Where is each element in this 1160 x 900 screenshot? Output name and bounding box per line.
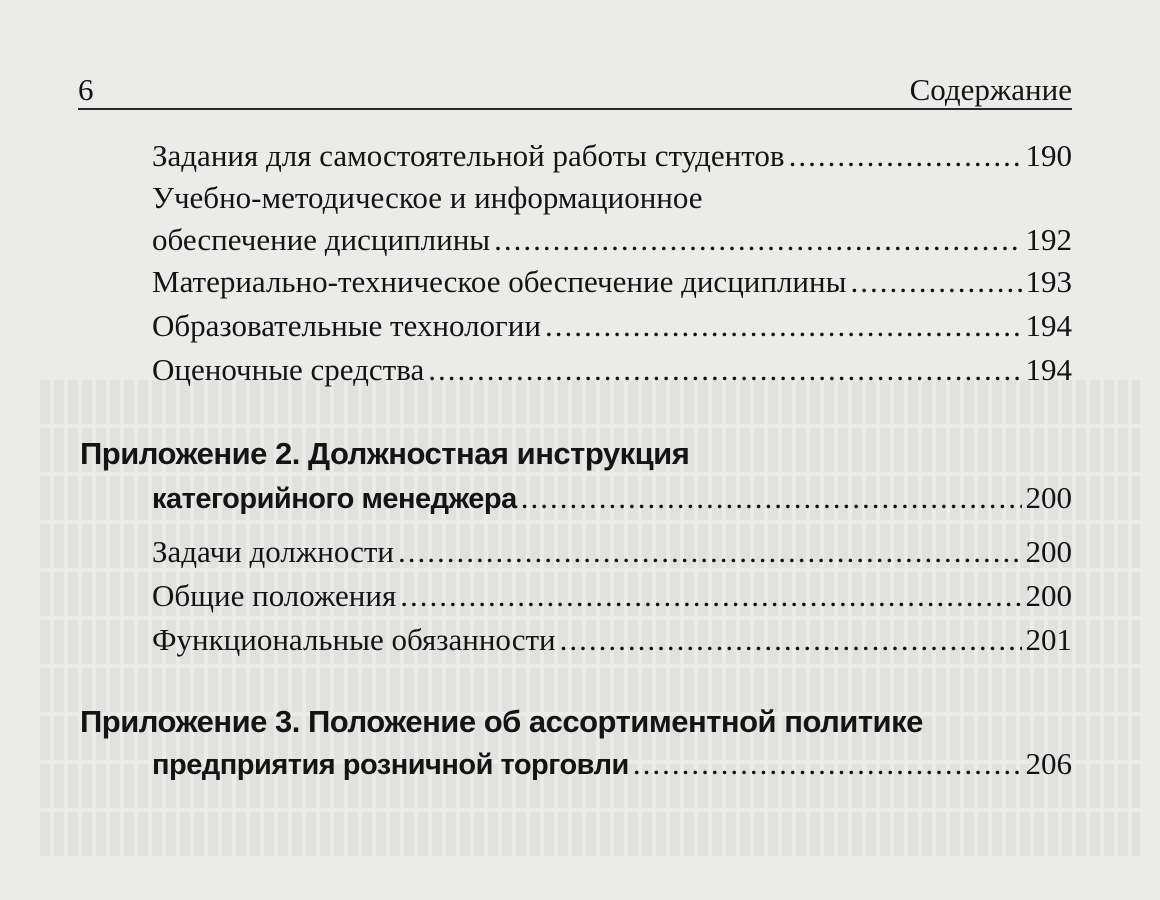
toc-entry[interactable] — [152, 574, 1072, 618]
header-rule — [78, 108, 1072, 110]
toc-leader-dots — [545, 304, 1022, 348]
toc-entry[interactable] — [152, 218, 1072, 262]
toc-leader-dots — [633, 742, 1022, 786]
toc-leader-dots — [400, 574, 1021, 618]
toc-entry-title: Функциональные обязанности — [152, 622, 556, 657]
toc-entry-page: 200 — [1025, 534, 1072, 569]
toc-leader-dots — [850, 260, 1021, 304]
toc-leader-dots — [521, 476, 1022, 520]
toc-entry-page: 194 — [1025, 352, 1072, 387]
toc-entry-page: 200 — [1025, 480, 1072, 515]
toc-leader-dots — [560, 618, 1022, 662]
toc-entry-page: 192 — [1025, 222, 1072, 257]
appendix-2-title-line2: категорийного менеджера — [152, 483, 517, 515]
appendix-3-title-line2: предприятия розничной торговли — [152, 749, 629, 781]
toc-leader-dots — [789, 134, 1022, 178]
toc-entry-title: Образовательные технологии — [152, 308, 541, 343]
appendix-2-entry[interactable] — [152, 476, 1072, 520]
running-head — [78, 70, 1072, 110]
toc-entry-title: обеспечение дисциплины — [152, 222, 491, 257]
toc-leader-dots — [494, 218, 1021, 262]
toc-entry-title: Задания для самостоятельной работы студентов — [152, 138, 785, 173]
appendix-2-title-line1[interactable]: Приложение 2. Должностная инструкция — [80, 436, 690, 471]
toc-entry-page: 200 — [1025, 578, 1072, 613]
toc-entry[interactable] — [152, 304, 1072, 348]
toc-entry-title: Оценочные средства — [152, 352, 425, 387]
toc-entry-title: Материально-техническое обеспечение дисциплины — [152, 264, 847, 299]
toc-entry[interactable] — [152, 134, 1072, 178]
toc-entry-title: Задачи должности — [152, 534, 395, 569]
appendix-3-entry[interactable] — [152, 742, 1072, 786]
toc-entry-page: 194 — [1025, 308, 1072, 343]
toc-entry-title: Общие положения — [152, 578, 397, 613]
toc-entry-title-line1[interactable]: Учебно-методическое и информационное — [152, 180, 703, 215]
toc-entry-page: 193 — [1025, 264, 1072, 299]
toc-leader-dots — [428, 348, 1021, 392]
toc-entry-page: 201 — [1025, 622, 1072, 657]
page-number: 6 — [78, 72, 94, 107]
toc-entry[interactable] — [152, 348, 1072, 392]
appendix-3-title-line1[interactable]: Приложение 3. Положение об ассортиментной политике — [80, 704, 923, 739]
section-title: Содержание — [909, 72, 1072, 107]
toc-entry-page: 206 — [1025, 746, 1072, 781]
toc-entry[interactable] — [152, 260, 1072, 304]
toc-leader-dots — [398, 530, 1021, 574]
toc-entry-page: 190 — [1025, 138, 1072, 173]
toc-entry[interactable] — [152, 618, 1072, 662]
toc-entry[interactable] — [152, 530, 1072, 574]
